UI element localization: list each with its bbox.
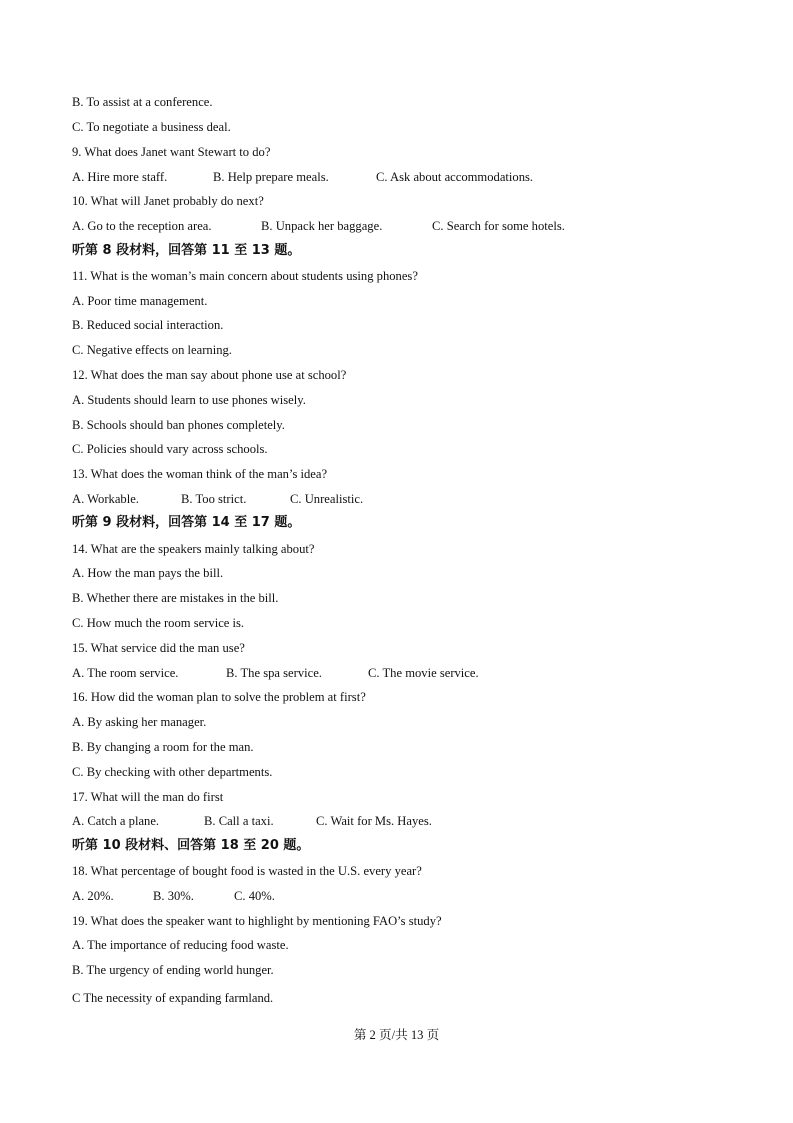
option-10b: B. Unpack her baggage. bbox=[261, 219, 383, 233]
question-12: 12. What does the man say about phone use at school? bbox=[72, 368, 347, 382]
question-10: 10. What will Janet probably do next? bbox=[72, 194, 264, 208]
option-19b: B. The urgency of ending world hunger. bbox=[72, 963, 274, 977]
option-8c: C. To negotiate a business deal. bbox=[72, 120, 231, 134]
option-11c: C. Negative effects on learning. bbox=[72, 343, 232, 357]
option-9b: B. Help prepare meals. bbox=[213, 170, 329, 184]
option-16c: C. By checking with other departments. bbox=[72, 765, 273, 779]
option-16a: A. By asking her manager. bbox=[72, 715, 207, 729]
option-9a: A. Hire more staff. bbox=[72, 170, 168, 184]
question-16: 16. How did the woman plan to solve the problem at first? bbox=[72, 690, 366, 704]
option-18c: C. 40%. bbox=[234, 889, 275, 903]
page-footer: 第 2 页/共 13 页 bbox=[353, 1028, 440, 1042]
question-17: 17. What will the man do first bbox=[72, 790, 224, 804]
option-14c: C. How much the room service is. bbox=[72, 616, 245, 630]
question-19: 19. What does the speaker want to highlight by mentioning FAO’s study? bbox=[72, 914, 442, 928]
option-13a: A. Workable. bbox=[72, 492, 139, 506]
section-heading-8: 听第 8 段材料，回答第 11 至 13 题。 bbox=[72, 243, 301, 258]
option-15a: A. The room service. bbox=[72, 666, 179, 680]
option-19a: A. The importance of reducing food waste. bbox=[72, 938, 289, 952]
option-16b: B. By changing a room for the man. bbox=[72, 740, 254, 754]
option-11b: B. Reduced social interaction. bbox=[72, 318, 224, 332]
option-15b: B. The spa service. bbox=[226, 666, 322, 680]
option-17a: A. Catch a plane. bbox=[72, 814, 160, 828]
option-18a: A. 20%. bbox=[72, 889, 114, 903]
option-12c: C. Policies should vary across schools. bbox=[72, 442, 268, 456]
option-15c: C. The movie service. bbox=[368, 666, 479, 680]
option-9c: C. Ask about accommodations. bbox=[376, 170, 534, 184]
option-8b: B. To assist at a conference. bbox=[72, 95, 213, 109]
option-19c: C The necessity of expanding farmland. bbox=[72, 991, 274, 1005]
option-17c: C. Wait for Ms. Hayes. bbox=[316, 814, 432, 828]
option-17b: B. Call a taxi. bbox=[204, 814, 274, 828]
option-13b: B. Too strict. bbox=[181, 492, 247, 506]
question-13: 13. What does the woman think of the man’s idea? bbox=[72, 467, 328, 481]
question-11: 11. What is the woman’s main concern about students using phones? bbox=[72, 269, 418, 283]
option-14b: B. Whether there are mistakes in the bill. bbox=[72, 591, 279, 605]
option-13c: C. Unrealistic. bbox=[290, 492, 364, 506]
option-14a: A. How the man pays the bill. bbox=[72, 566, 224, 580]
section-heading-10: 听第 10 段材料、回答第 18 至 20 题。 bbox=[72, 838, 310, 853]
option-10c: C. Search for some hotels. bbox=[432, 219, 565, 233]
option-11a: A. Poor time management. bbox=[72, 294, 208, 308]
question-9: 9. What does Janet want Stewart to do? bbox=[72, 145, 271, 159]
option-10a: A. Go to the reception area. bbox=[72, 219, 212, 233]
question-18: 18. What percentage of bought food is wasted in the U.S. every year? bbox=[72, 864, 422, 878]
option-12b: B. Schools should ban phones completely. bbox=[72, 418, 285, 432]
section-heading-9: 听第 9 段材料，回答第 14 至 17 题。 bbox=[72, 515, 301, 530]
option-12a: A. Students should learn to use phones wisely. bbox=[72, 393, 306, 407]
question-14: 14. What are the speakers mainly talking about? bbox=[72, 542, 315, 556]
question-15: 15. What service did the man use? bbox=[72, 641, 245, 655]
option-18b: B. 30%. bbox=[153, 889, 194, 903]
